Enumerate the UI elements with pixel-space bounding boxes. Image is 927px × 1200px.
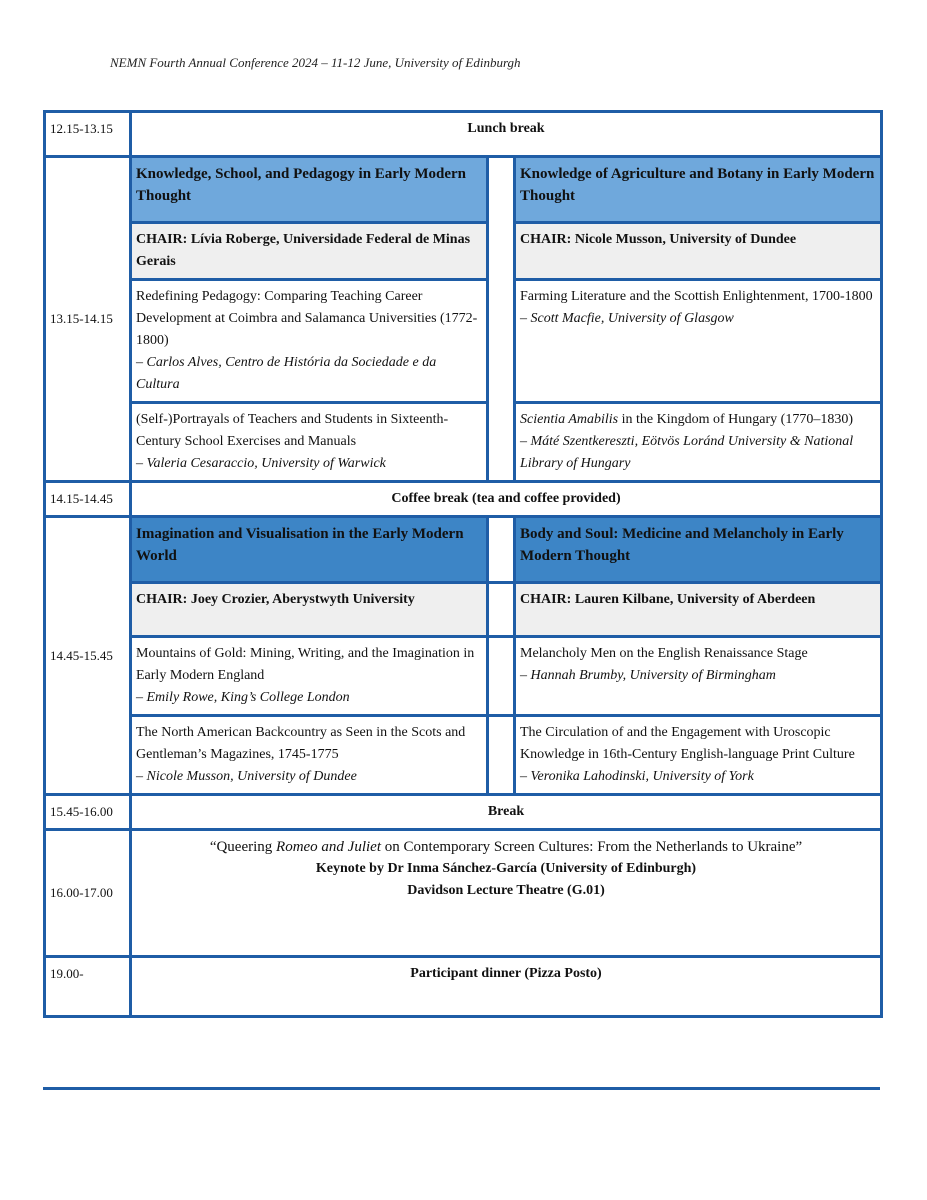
chair-pedagogy: CHAIR: Lívia Roberge, Universidade Federal de Minas Gerais [131,223,488,280]
time-break: 15.45-16.00 [45,795,131,830]
talk-speaker: – Emily Rowe, King’s College London [136,690,350,705]
coffee-break: Coffee break (tea and coffee provided) [131,482,882,517]
chair-medicine: CHAIR: Lauren Kilbane, University of Aberdeen [515,583,882,637]
keynote-speaker: Keynote by Dr Inma Sánchez-García (University of Edinburgh) [315,861,697,876]
row-keynote [45,830,882,957]
row-session1-chairs [45,223,882,280]
talk-speaker: – Veronika Lahodinski, University of York [520,769,754,784]
row-session2-talk2 [45,716,882,795]
talk-title: The Circulation of and the Engagement with Uroscopic Knowledge in 16th-Century English-language Print Culture [520,725,855,762]
chair-agriculture: CHAIR: Nicole Musson, University of Dundee [515,223,882,280]
talk-medicine-1 [515,637,882,716]
talk-pedagogy-1 [131,280,488,403]
row-break [45,795,882,830]
row-lunch [45,112,882,157]
talk-imagination-1 [131,637,488,716]
talk-medicine-2 [515,716,882,795]
time-coffee: 14.15-14.45 [45,482,131,517]
talk-title: Redefining Pedagogy: Comparing Teaching Career Development at Coimbra and Salamanca Universities (1772-1800) [136,289,478,348]
talk-title: The North American Backcountry as Seen in the Scots and Gentleman’s Magazines, 1745-1775 [136,725,466,762]
schedule-table [43,110,883,1018]
short-break: Break [131,795,882,830]
time-session2: 14.45-15.45 [45,517,131,795]
row-dinner [45,957,882,1017]
column-gap [488,157,515,482]
talk-agriculture-1 [515,280,882,403]
talk-speaker: – Máté Szentkereszti, Eötvös Loránd University & National Library of Hungary [520,434,854,471]
talk-agriculture-2 [515,403,882,482]
page-header: NEMN Fourth Annual Conference 2024 – 11-12 June, University of Edinburgh [110,55,521,70]
talk-speaker: – Hannah Brumby, University of Birmingham [520,668,776,683]
time-keynote: 16.00-17.00 [45,830,131,957]
time-session1: 13.15-14.15 [45,157,131,482]
talk-title: Mountains of Gold: Mining, Writing, and the Imagination in Early Modern England [136,646,475,683]
row-session2-titles [45,517,882,583]
talk-speaker: Scott Macfie, University of Glasgow [530,311,734,326]
row-coffee [45,482,882,517]
lunch-break: Lunch break [131,112,882,157]
talk-title-italic: Scientia Amabilis [520,412,619,427]
talk-speaker: – Nicole Musson, University of Dundee [136,769,357,784]
row-session1-talk2 [45,403,882,482]
column-gap [488,583,515,637]
row-session1-talk1 [45,280,882,403]
keynote-title-rest: on Contemporary Screen Cultures: From the Netherlands to Ukraine” [381,839,803,855]
time-dinner: 19.00- [45,957,131,1017]
talk-title: (Self-)Portrayals of Teachers and Students in Sixteenth-Century School Exercises and Manuals [136,412,449,449]
keynote-venue: Davidson Lecture Theatre (G.01) [407,883,605,898]
talk-title [520,409,876,431]
row-session2-chairs [45,583,882,637]
row-session1-titles [45,157,882,223]
chair-imagination: CHAIR: Joey Crozier, Aberystwyth University [131,583,488,637]
keynote-title-open: “Queering [209,839,277,855]
panel-title-medicine: Body and Soul: Medicine and Melancholy in Early Modern Thought [515,517,882,583]
column-gap [488,517,515,583]
panel-title-imagination: Imagination and Visualisation in the Early Modern World [131,517,488,583]
talk-title: Farming Literature and the Scottish Enlightenment, 1700-1800 – [520,289,873,326]
talk-speaker: – Carlos Alves, Centro de História da Sociedade e da Cultura [136,355,437,392]
panel-title-agriculture: Knowledge of Agriculture and Botany in Early Modern Thought [515,157,882,223]
talk-imagination-2 [131,716,488,795]
participant-dinner: Participant dinner (Pizza Posto) [131,957,882,1017]
keynote-title-italic: Romeo and Juliet [276,839,382,855]
panel-title-pedagogy: Knowledge, School, and Pedagogy in Early Modern Thought [131,157,488,223]
row-session2-talk1 [45,637,882,716]
footer-rule [43,1087,880,1090]
keynote-title [136,836,876,858]
column-gap [488,716,515,795]
keynote-cell [131,830,882,957]
talk-pedagogy-2 [131,403,488,482]
talk-title-rest: in the Kingdom of Hungary (1770–1830) [618,412,853,427]
talk-speaker: – Valeria Cesaraccio, University of Warwick [136,456,386,471]
talk-title: Melancholy Men on the English Renaissance Stage [520,646,808,661]
column-gap [488,637,515,716]
time-lunch: 12.15-13.15 [45,112,131,157]
